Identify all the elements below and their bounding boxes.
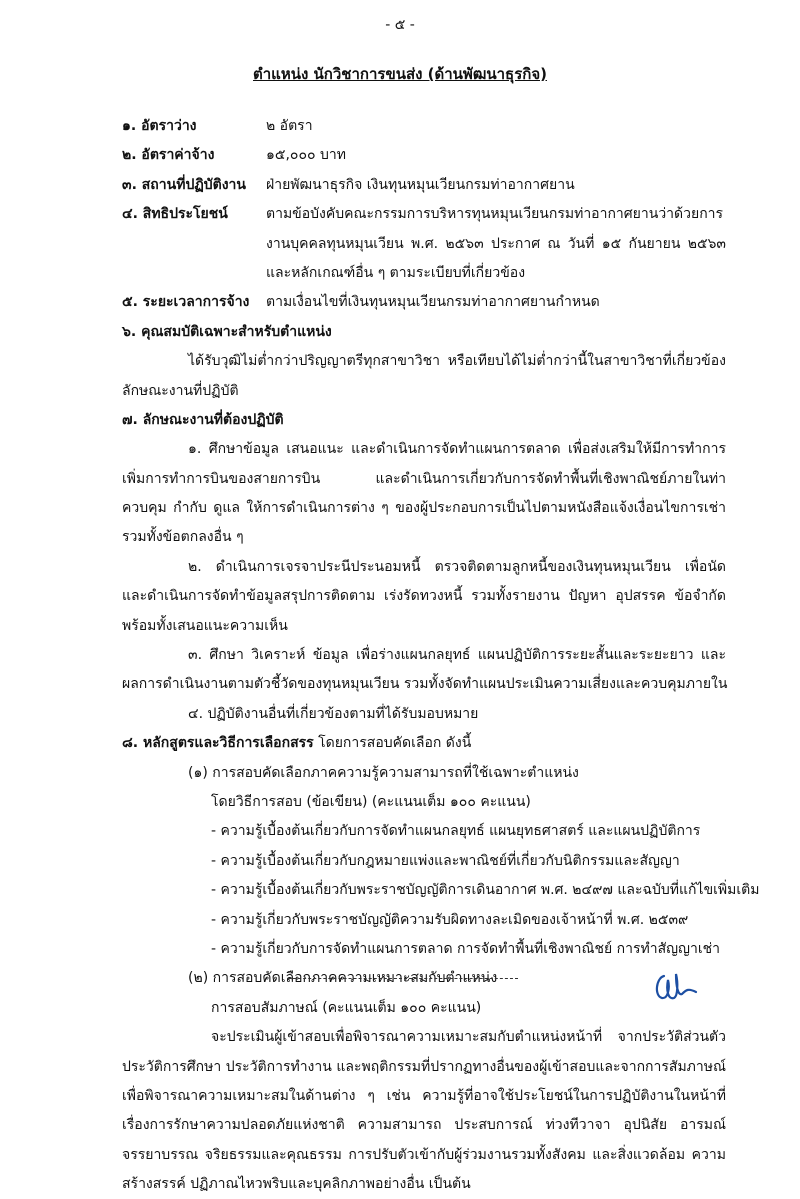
- duty-line: รวมทั้งข้อตกลงอื่น ๆ: [122, 529, 244, 546]
- info-row: [122, 141, 726, 170]
- duty-line: ควบคุม กำกับ ดูแล ให้การดำเนินการต่าง ๆ ของผู้ประกอบการเป็นไปตามหนังสือแจ้งเงื่อนไขการเช่า: [122, 500, 726, 517]
- info-value: ตามเงื่อนไขที่เงินทุนหมุนเวียนกรมท่าอากาศยานกำหนด: [266, 294, 600, 311]
- part2-title: (๒) การสอบคัดเลือกภาคความเหมาะสมกับตำแหน่ง: [188, 970, 498, 987]
- info-label: [122, 259, 266, 288]
- section6-line: ได้รับวุฒิไม่ต่ำกว่าปริญญาตรีทุกสาขาวิชา หรือเทียบได้ไม่ต่ำกว่านี้ในสาขาวิชาที่เกี่ยวข้อง: [188, 353, 726, 370]
- section7-paragraphs: [122, 435, 726, 729]
- interview-line: จรรยาบรรณ จริยธรรมและคุณธรรม การปรับตัวเข้ากับผู้ร่วมงานรวมทั้งสังคม และสิ่งแวดล้อม ความ: [122, 1146, 726, 1163]
- info-value: ตามข้อบังคับคณะกรรมการบริหารทุนหมุนเวียนกรมท่าอากาศยานว่าด้วยการ: [266, 206, 724, 223]
- info-label: ๓. สถานที่ปฏิบัติงาน: [122, 176, 246, 193]
- page-title: ตำแหน่ง นักวิชาการขนส่ง (ด้านพัฒนาธุรกิจ): [253, 65, 547, 83]
- info-row: [122, 259, 726, 288]
- interview-line: เพื่อพิจารณาความเหมาะสมในด้านต่าง ๆ เช่น ความรู้ที่อาจใช้ประโยชน์ในการปฏิบัติงานในหน้าที่: [122, 1087, 726, 1104]
- interview-line: เรื่องการรักษาความปลอดภัยแห่งชาติ ความสามารถ ประสบการณ์ ท่วงทีวาจา อุปนิสัย อารมณ์: [122, 1117, 726, 1134]
- section8-heading-suffix: โดยการสอบคัดเลือก ดังนี้: [318, 735, 472, 752]
- duty-line: ๔. ปฏิบัติงานอื่นที่เกี่ยวข้องตามที่ได้รับมอบหมาย: [188, 705, 479, 722]
- exam-topic: - ความรู้เกี่ยวกับการจัดทำแผนการตลาด การจัดทำพื้นที่เชิงพาณิชย์ การทำสัญญาเช่า: [211, 940, 720, 957]
- section8-heading: ๘. หลักสูตรและวิธีการเลือกสรร: [122, 735, 314, 752]
- part2-method: การสอบสัมภาษณ์ (คะแนนเต็ม ๑๐๐ คะแนน): [211, 999, 482, 1016]
- info-label: ๑. อัตราว่าง: [122, 118, 197, 134]
- info-row: [122, 230, 726, 259]
- part1-topics: [122, 817, 760, 964]
- interview-line: จะประเมินผู้เข้าสอบเพื่อพิจารณาความเหมาะสมกับตำแหน่งหน้าที่ จากประวัติส่วนตัว: [211, 1029, 726, 1046]
- part1-method: โดยวิธีการสอบ (ข้อเขียน) (คะแนนเต็ม ๑๐๐ คะแนน): [211, 793, 531, 810]
- info-label: ๔. สิทธิประโยชน์: [122, 206, 228, 223]
- info-value: ๑๕,๐๐๐ บาท: [266, 147, 346, 164]
- info-row: [122, 112, 726, 141]
- info-row: [122, 288, 726, 317]
- info-label: ๒. อัตราค่าจ้าง: [122, 147, 215, 164]
- duty-line: พร้อมทั้งเสนอแนะความเห็น: [122, 617, 288, 634]
- page-number: - ๕ -: [385, 17, 415, 33]
- section8-heading-line: [122, 729, 726, 758]
- duty-line: เพิ่มการทำการบินของสายการบิน และดำเนินการเกี่ยวกับการจัดทำพื้นที่เชิงพาณิชย์ภายในท่า: [122, 470, 726, 487]
- signature-icon: [650, 968, 700, 1008]
- info-row: [122, 200, 726, 229]
- part1-title: (๑) การสอบคัดเลือกภาคความรู้ความสามารถที่ใช้เฉพาะตำแหน่ง: [188, 764, 579, 781]
- section6-heading: ๖. คุณสมบัติเฉพาะสำหรับตำแหน่ง: [122, 323, 332, 340]
- info-value: และหลักเกณฑ์อื่น ๆ ตามระเบียบที่เกี่ยวข้อง: [266, 264, 526, 281]
- interview-line: ประวัติการศึกษา ประวัติการทำงาน และพฤติกรรมที่ปรากฏทางอื่นของผู้เข้าสอบและจากการสัมภาษณ์: [122, 1058, 726, 1075]
- part2-paragraph: [122, 1023, 726, 1199]
- exam-topic: - ความรู้เกี่ยวกับพระราชบัญญัติความรับผิดทางละเมิดของเจ้าหน้าที่ พ.ศ. ๒๕๓๙: [211, 911, 689, 928]
- info-value: งานบุคคลทุนหมุนเวียน พ.ศ. ๒๕๖๓ ประกาศ ณ วันที่ ๑๕ กันยายน ๒๕๖๓: [266, 235, 726, 252]
- info-label: ๕. ระยะเวลาการจ้าง: [122, 294, 250, 311]
- duty-line: และดำเนินการจัดทำข้อมูลสรุปการติดตาม เร่งรัดทวงหนี้ รวมทั้งรายงาน ปัญหา อุปสรรค ข้อจำกัด: [122, 588, 726, 605]
- duty-line: ๒. ดำเนินการเจรจาประนีประนอมหนี้ ตรวจติดตามลูกหนี้ของเงินทุนหมุนเวียน เพื่อนัด: [188, 558, 726, 575]
- section6-line: ลักษณะงานที่ปฏิบัติ: [122, 382, 239, 399]
- info-row: [122, 171, 726, 200]
- duty-line: ๓. ศึกษา วิเคราะห์ ข้อมูล เพื่อร่างแผนกลยุทธ์ แผนปฏิบัติการระยะสั้นและระยะยาว และ: [188, 647, 726, 664]
- footer-divider: [288, 978, 518, 979]
- exam-topic: - ความรู้เบื้องต้นเกี่ยวกับกฎหมายแพ่งและพาณิชย์ที่เกี่ยวกับนิติกรรมและสัญญา: [211, 852, 680, 869]
- interview-line: สร้างสรรค์ ปฏิภาณไหวพริบและบุคลิกภาพอย่างอื่น เป็นต้น: [122, 1176, 471, 1193]
- section7-heading: ๗. ลักษณะงานที่ต้องปฏิบัติ: [122, 411, 284, 428]
- duty-line: ๑. ศึกษาข้อมูล เสนอแนะ และดำเนินการจัดทำแผนการตลาด เพื่อส่งเสริมให้มีการทำการ: [188, 441, 726, 458]
- info-label: [122, 230, 266, 259]
- info-value: ๒ อัตรา: [266, 118, 313, 134]
- exam-topic: - ความรู้เบื้องต้นเกี่ยวกับพระราชบัญญัติการเดินอากาศ พ.ศ. ๒๔๙๗ และฉบับที่แก้ไขเพิ่มเติม: [211, 882, 760, 899]
- exam-topic: - ความรู้เบื้องต้นเกี่ยวกับการจัดทำแผนกลยุทธ์ แผนยุทธศาสตร์ และแผนปฏิบัติการ: [211, 823, 701, 840]
- duty-line: ผลการดำเนินงานตามตัวชี้วัดของทุนหมุนเวียน รวมทั้งจัดทำแผนประเมินความเสี่ยงและควบคุมภายใน: [122, 676, 728, 693]
- info-value: ฝ่ายพัฒนาธุรกิจ เงินทุนหมุนเวียนกรมท่าอากาศยาน: [266, 176, 575, 193]
- document-body: [122, 112, 760, 1199]
- info-items: [122, 112, 726, 318]
